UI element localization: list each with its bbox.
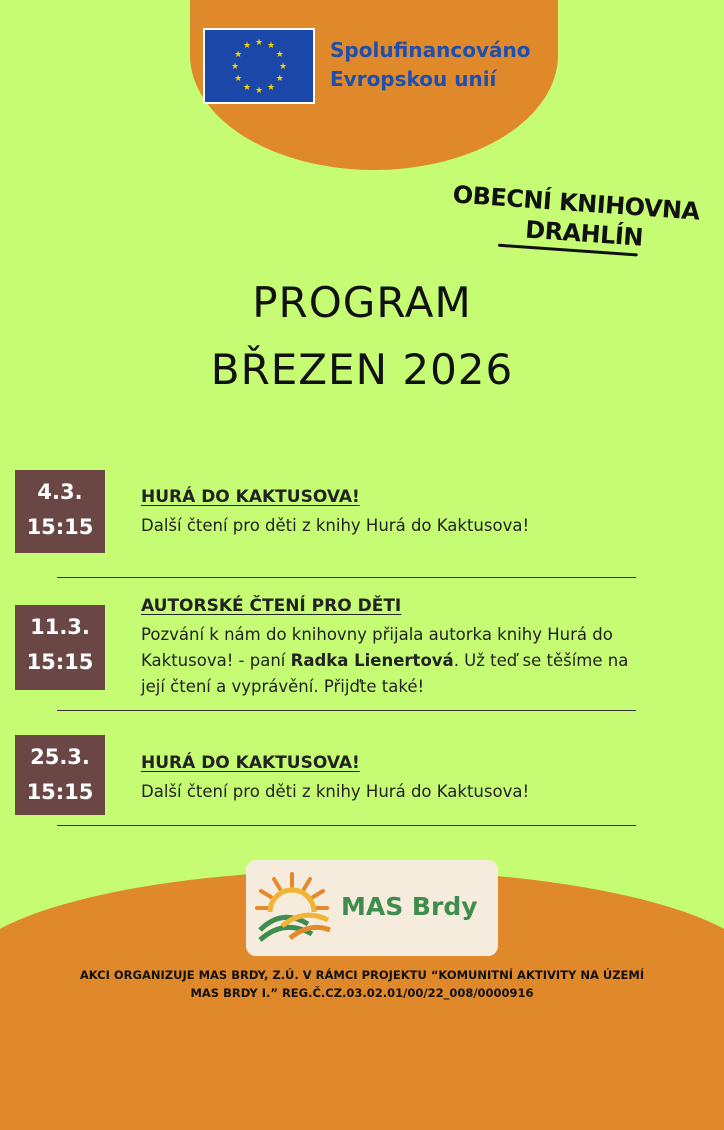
eu-line1: Spolufinancováno	[330, 38, 531, 62]
separator	[57, 710, 636, 711]
footer-line2: MAS BRDY I.” REG.Č.CZ.03.02.01/00/22_008/0000916	[190, 986, 534, 1000]
event-desc-text: . Už teď se těšíme na její čtení a vyprávění. Přijďte také!	[141, 651, 629, 696]
event-date-box	[15, 735, 105, 815]
event-time: 15:15	[26, 780, 94, 804]
eu-stars-icon	[205, 30, 313, 102]
event-time: 15:15	[26, 515, 94, 539]
eu-star-icon: ★	[242, 41, 252, 52]
event-title: HURÁ DO KAKTUSOVA!	[141, 753, 360, 773]
event-description: Další čtení pro děti z knihy Hurá do Kaktusova!	[141, 516, 530, 535]
event-description: Další čtení pro děti z knihy Hurá do Kaktusova!	[141, 782, 530, 801]
library-name	[428, 178, 722, 262]
eu-star-icon: ★	[234, 50, 243, 60]
eu-line2: Evropskou unií	[330, 67, 497, 91]
event-time: 15:15	[26, 650, 94, 674]
eu-flag-icon	[203, 28, 315, 104]
library-line1: OBECNÍ KNIHOVNA	[451, 180, 701, 226]
eu-star-icon: ★	[278, 62, 288, 72]
program-title: PROGRAM	[252, 278, 472, 327]
event-date-box	[15, 470, 105, 553]
separator	[57, 577, 636, 578]
event-date: 25.3.	[30, 745, 90, 769]
eu-star-icon: ★	[254, 38, 264, 48]
eu-star-icon: ★	[230, 62, 240, 72]
event-desc-text: Pozvání k nám do knihovny přijala autorka knihy Hurá do Kaktusova! - paní	[141, 625, 613, 670]
eu-star-icon: ★	[254, 86, 264, 96]
eu-star-icon: ★	[266, 41, 276, 52]
separator	[57, 825, 636, 826]
event-date-box	[15, 605, 105, 690]
event-title: AUTORSKÉ ČTENÍ PRO DĚTI	[141, 596, 402, 616]
event-date: 4.3.	[37, 480, 83, 504]
eu-star-icon: ★	[275, 74, 284, 84]
mas-sun-hills-icon	[252, 868, 332, 948]
footer-note	[0, 966, 724, 1002]
program-month: BŘEZEN 2026	[210, 345, 514, 394]
library-line2: DRAHLÍN	[524, 215, 644, 252]
footer-line1: AKCI ORGANIZUJE MAS BRDY, Z.Ú. V RÁMCI PROJEKTU “KOMUNITNÍ AKTIVITY NA ÚZEMÍ	[79, 968, 645, 982]
eu-star-icon: ★	[242, 82, 252, 93]
eu-star-icon: ★	[275, 50, 284, 60]
eu-cofinanced-text	[330, 36, 530, 94]
event-date: 11.3.	[30, 615, 90, 639]
mas-logo	[246, 860, 498, 956]
eu-star-icon: ★	[266, 82, 276, 93]
eu-star-icon: ★	[234, 74, 243, 84]
event-description	[141, 622, 641, 700]
event-title: HURÁ DO KAKTUSOVA!	[141, 487, 360, 507]
mas-name: MAS Brdy	[341, 892, 478, 921]
author-name: Radka Lienertová	[290, 651, 454, 670]
